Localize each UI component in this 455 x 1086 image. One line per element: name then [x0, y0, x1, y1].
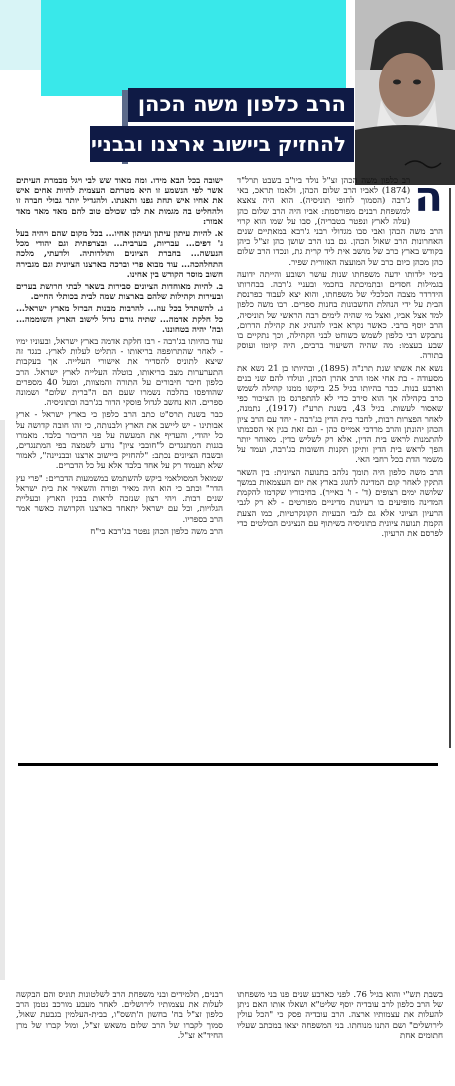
- paragraph: רב כלפון משה הכהן זצ"ל נולד ביו"ב בשבט תרל"ד (1874) לאביו הרב שלום הכהן, ולאמו תראכ, באי ג'רבה (הסמוך לחופי תוניסיה). הוא היה צאצא למשפחת רבנים מפורסמת: אביו היה הרב שלום כהן (עלה לארץ ונפטר בטבריה), סבו על שמו הוא קרוי הרב משה הכהן ואבי סבו מגדולי רבני ג'רבא במאתיים שנים האחרונות הרב שאול הכהן. גם בנו הרב שושן כהן זצ"ל כיהן בקודש בארץ כרב של מושב אית ליד קרית גת, ונכדו הרב שלום כהן מכהן כיום כרב של המועצה האזורית שפיר.: [237, 176, 443, 268]
- decorative-cyan-block: [41, 0, 346, 96]
- article-subtitle: להחזיק ביישוב ארצנו ובבניינה: [90, 126, 354, 162]
- quote-list-item: א. להיות עיתון עיתון ועיתון אחיו... בכל מקום שהם ויהיה בעל ג' דפים... עבריות, בערבית... ובצרפתית וגם יהודי מכל הנעשה... בחברת הציונים ותולדותיה. ולדעתי, מלכה התחלהכה... עוד מבוא פרי וברכה בארצנו הציונית וגם מגבירה חשוב מוסר הקודש בין אחינו.: [16, 229, 223, 280]
- page-edge-shadow: [0, 420, 5, 980]
- quote-list: [16, 229, 223, 335]
- quote-list-item: ב. להיות מאוחדות הציונים סבירות בשאר לבתי חרושת בערים ובעירות וקהילות שלהם בארצות שמה לבית בכותלי החיים.: [16, 282, 223, 303]
- paragraph: כבר בשנת תרס"ט כתב הרב כלפון כי בארץ ישראל - ארץ אבותינו - יש ליישב את הארץ ולבנותה, כי זהו חובה קדושה על כל יהודי, והעדיף את המעשה על פני הדיבור בלבד. מאמרו בגנות המתנגדים ל"חובבי ציון" נודע לשמצה בפי המתנגדים, ובשבח הציונים נכתב: "להחזיק ביישוב ארצנו ובבניינה", לאמור שלא תעמוד רק על אחד בלבד אלא על כל הדברים.: [16, 410, 223, 472]
- paragraph: שמואל המסולאמי ביקש להשתמש במשמעות הדברים: "פרי עץ הדר" וכתב כי הוא היה מאיר ופורה והשאיר את בית ישראל שנים רבות. ויהי רצון שנזכה לראות בבנין הארץ ובעליית הגלויות, וכל עם ישראל יתאחד בארצנו הקדושה כאשר אמר הרב בספריו.: [16, 473, 223, 525]
- paragraph: הרב משה כלפון הכהן נפטר בג'רבא בי"ח: [90, 526, 223, 537]
- paragraph: רבנים, תלמידים ובני משפחת הרב לשלטונות תוניס והם הבקשה לעלות את עצמותיו לירושלים. לאחר מעבע מורכב נטמן הרב כלפון זצ"ל בח' בחשון ה'תשס"ו, בבית-העלמין בגבעת שאול, סמוך לקברו של הרב שלום משאש זצ"ל, ומול קברו של מרן החיד"א זצ"ל.: [16, 990, 223, 1041]
- paragraph: עוד בהיותו בג'רבה - רבו חלקת אדמה בארץ ישראל, ובעוניו ימיו - לאחר שהתרופפה בריאותו - התליט לעלות לארץ. כנגד זה שיצא לתוניס להסדיר את אישורי העלייה. אך בעקבות התערערות מצב בריאותו, בוטלה העלייה לארץ ישראל. הרב כלפון חיבר חיבורים על התורה והמצוות, ומעל 40 מספרים שהודפסו בהלכה נשמרו שעם הם ה"ברית שלום" ושמונה ספרים. הוא נחשב לגדול פוסקי הדור בג'רבה ובתוניסיה.: [16, 337, 223, 409]
- section-divider: [18, 763, 438, 766]
- continuation-column-right: [237, 990, 443, 1060]
- paragraph: הרב משה כלפון היה תומך נלהב בתנועה הציונית: בין השאר התקין לאחר קום המדינה לחגוג בארץ את יום העצמאות במשך שלושה ימים רצופים (ד' - ו' באייר). בחיבוריו שקדמו להקמת המדינה מופיעים בו רעיונות מדיניים מפורטים - לא רק לגבי הרעיון הציוני אלא גם לגבי הבעיות הקונקרטיות, כמו הצעת הקמת תנועה ציונית בתוניסיה בשיתוף עם הנציגים הבולטים כדי לפרסם את הרעיון.: [237, 467, 443, 539]
- paragraph: בשבת תש"י והוא בגיל 76. לפני כארבע שנים פנו בני משפחתו של הרב כלפון לרב עובדיה יוסף שליט"א ושאלו אותו האם ניתן להעלות את עצמותיו ארצה. הרב עובדיה פסק כי "הכל עולין לירושלים" ושם התנו מנוחתו. בני המשפחה יצאו במכתב שעליו חתומים אחת: [237, 990, 443, 1041]
- paragraph: בימי ילדותו ידעה משפחתו שנות עושר ושובע והייתה ידועה בגמילות חסדים ובתמיכתה בחכמי ובעניי ג'רבה. בבחרותו הידרדר מצבה הכלכלי של משפחתו, והוא יצא לעבוד כפרנסת הבית על ידי הנהלת החשבונות בחנות ספרים. רבו משה כלפון למד אצל אביו, ואצל מי שהיה לימים רבה הראשי של תוניסיה, הרב יוסף ברבי. כאשר נקרא אביו להנהיג את קהילת הדרום, נתבקש רבי כלפון לשמש כשוחט לבני הקהילה, וכך נתקיים בו שבע בעצמו: מה שהיה השיעור ברבים, היה קיומו ועוסק בתורה.: [237, 269, 443, 362]
- quote-list-item: ג. להשתדל בכל עוז... להרבות מבנות הברזל מארץ ישראל... כל חלקת אדמה... שתיה גורם גדול לישוב הארץ השוממה... ובה' יהיה בטחוננו.: [16, 304, 223, 335]
- paragraph: נשא את אשתו שנת תרנ"ה (1895), ובהיותו בן 21 נשא את מסעודה - בת אחי אמו הרב אהרן הכהן, ונולדו להם שני בנים וארבע בנות. כבר בהיותו בגיל 25 ביקשו ממנו קהילה לשמש כרב בקהילה אך הוא סירב כדי לא להתפרנס מן הציבור כפי שאסור לעשות. בגיל 43, בשנת תרע"ז (1917), נתמנה, לאחר הפצרות רבות, לחבר בית הדין בג'רבה - יחד עם הרב ציון הכהן יהונתן והרב מרדכי אמייס כהן - וגם זאת בגין אי הסכמתו להתמנות לראש בית הדין, אלא רק לשליש בדין. מאוחר יותר הפך לראש בית הדין ותיקן תקנות חשובות בג'רבה, ועמד על משמר הדת בכל רחבי האי.: [237, 363, 443, 466]
- rabbi-portrait-photo: [355, 0, 455, 185]
- quote-lead: ישובה בכל הבא מידו. ומה מאוד שש לבי ויגל מבמרת העיתים אשר לפי הנשמע זו היא מטרתם העצמית להיות אחים איש את אחיו איש תחת גפנו ותאנתו. ולהגדיל יותר גבולי חברה זו ולהחליט בה מגמות את לבו שכולם טוב להם מאד מאד מאד אמור:: [16, 176, 223, 227]
- drop-cap: ה: [414, 176, 443, 221]
- article-title: הרב כלפון משה הכהן: [128, 88, 354, 122]
- article-column-left: [16, 176, 223, 736]
- continuation-column-left: [16, 990, 223, 1060]
- article-column-right: [237, 176, 443, 736]
- margin-rule: [449, 188, 451, 748]
